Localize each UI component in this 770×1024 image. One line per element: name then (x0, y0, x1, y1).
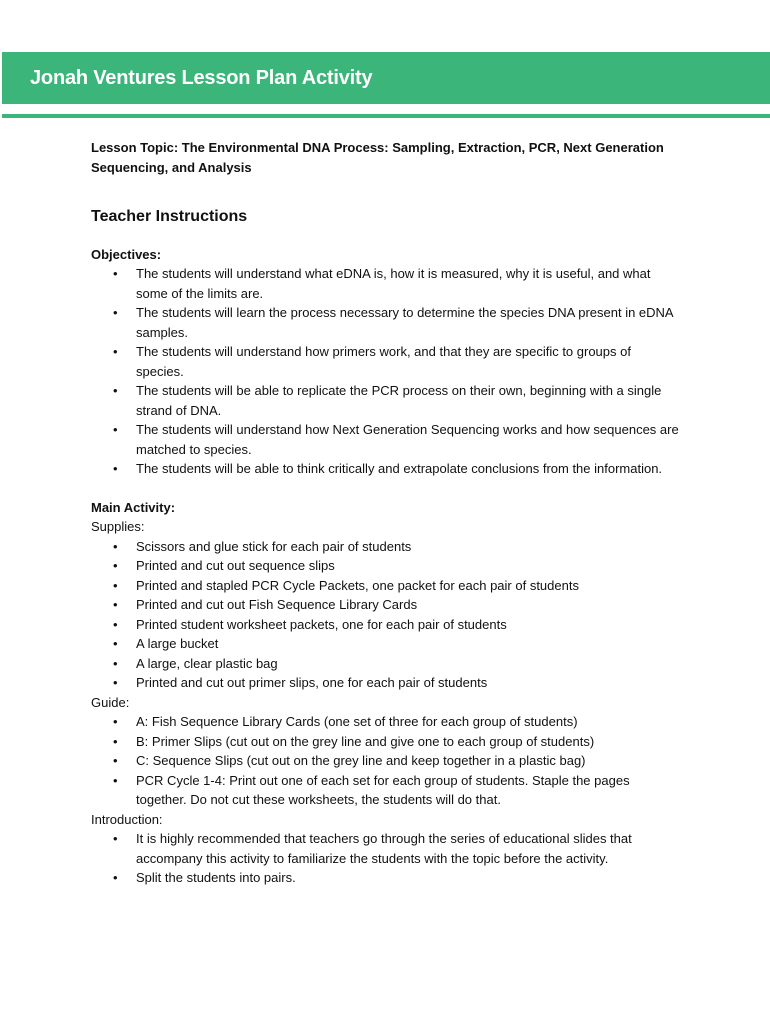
list-item: • A large bucket (91, 634, 681, 654)
list-item: • Printed and cut out sequence slips (91, 556, 681, 576)
list-item: • The students will understand how primers work, and that they are specific to groups of species. (91, 342, 681, 381)
list-item: • PCR Cycle 1-4: Print out one of each set for each group of students. Staple the pages together. Do not cut these worksheets, the students will do that. (91, 771, 681, 810)
page-title: Jonah Ventures Lesson Plan Activity (30, 66, 373, 89)
list-item: • A large, clear plastic bag (91, 654, 681, 674)
list-item: • Printed student worksheet packets, one for each pair of students (91, 615, 681, 635)
objectives-label: Objectives: (91, 246, 162, 262)
lesson-topic: Lesson Topic: The Environmental DNA Process: Sampling, Extraction, PCR, Next Generation Sequencing, and Analysis (91, 140, 664, 175)
list-item: • The students will be able to think critically and extrapolate conclusions from the information. (91, 459, 681, 479)
teacher-instructions-heading: Teacher Instructions (91, 208, 248, 225)
introduction-list (91, 829, 681, 888)
list-item: • Printed and cut out Fish Sequence Library Cards (91, 595, 681, 615)
list-item: • The students will learn the process necessary to determine the species DNA present in eDNA samples. (91, 303, 681, 342)
list-item: • It is highly recommended that teachers go through the series of educational slides that accompany this activity to familiarize the students with the topic before the activity. (91, 829, 681, 868)
list-item: • Scissors and glue stick for each pair of students (91, 537, 681, 557)
list-item: • Printed and cut out primer slips, one for each pair of students (91, 673, 681, 693)
supplies-label: Supplies: (91, 519, 145, 534)
guide-list (91, 712, 681, 810)
objectives-list (91, 264, 681, 479)
introduction-label: Introduction: (91, 811, 163, 827)
document-body (91, 138, 681, 888)
list-item: • The students will understand how Next Generation Sequencing works and how sequences are matched to species. (91, 420, 681, 459)
list-item: • A: Fish Sequence Library Cards (one set of three for each group of students) (91, 712, 681, 732)
list-item: • The students will be able to replicate the PCR process on their own, beginning with a single strand of DNA. (91, 381, 681, 420)
header-divider (2, 114, 770, 118)
list-item: • B: Primer Slips (cut out on the grey line and give one to each group of students) (91, 732, 681, 752)
supplies-list (91, 537, 681, 693)
list-item: • Split the students into pairs. (91, 868, 681, 888)
list-item: • C: Sequence Slips (cut out on the grey line and keep together in a plastic bag) (91, 751, 681, 771)
list-item: • Printed and stapled PCR Cycle Packets, one packet for each pair of students (91, 576, 681, 596)
main-activity-label: Main Activity: (91, 499, 176, 515)
guide-label: Guide: (91, 694, 130, 710)
header-banner (2, 52, 770, 104)
list-item: • The students will understand what eDNA is, how it is measured, why it is useful, and what some of the limits are. (91, 264, 681, 303)
